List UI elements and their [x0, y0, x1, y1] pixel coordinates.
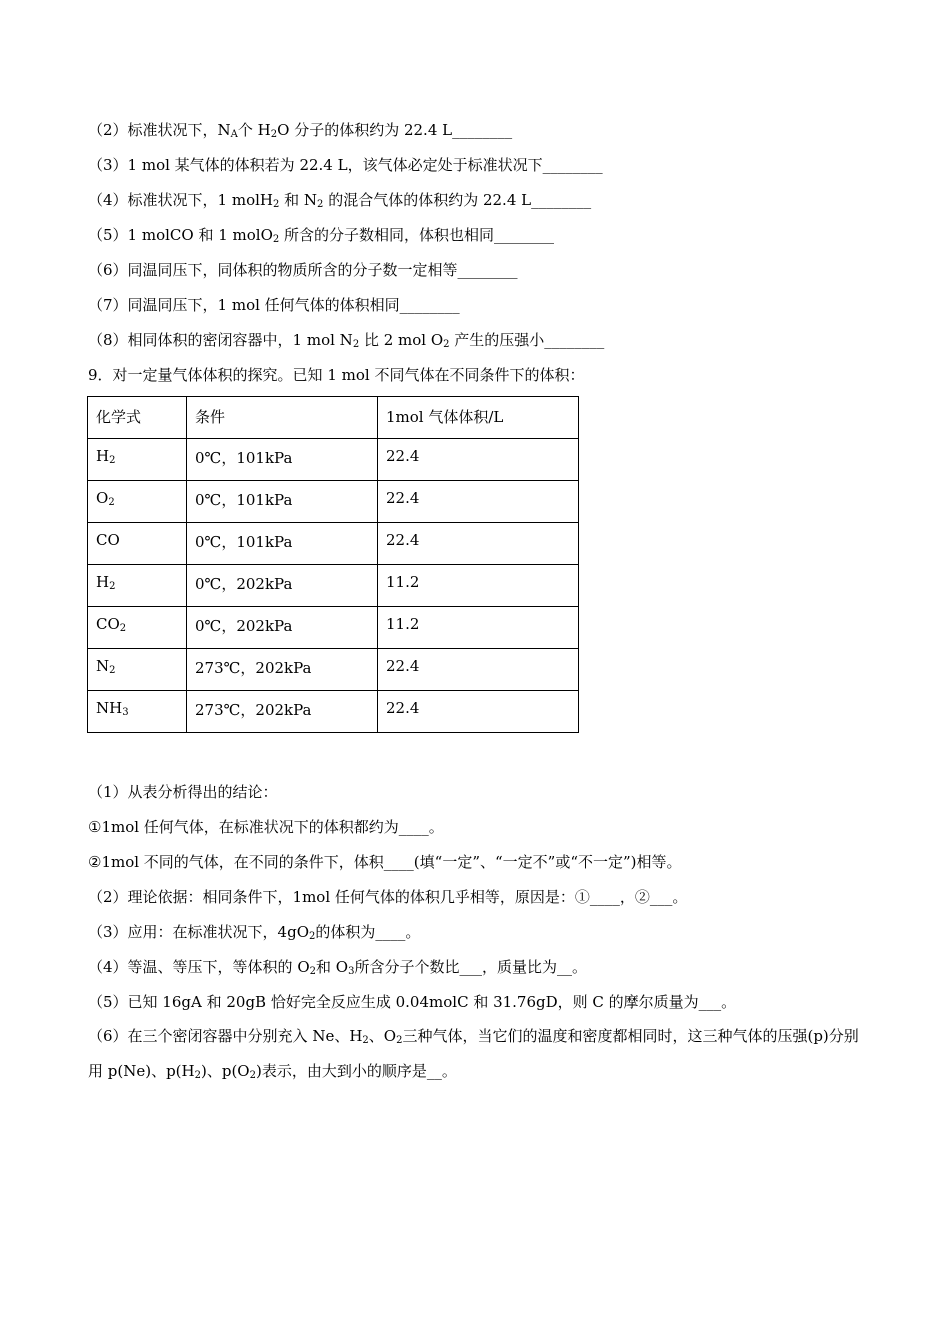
sub-question-5: （5）已知 16gA 和 20gB 恰好完全反应生成 0.04molC 和 31.76gD，则 C 的摩尔质量为___。 — [88, 993, 737, 1011]
formula-cell: $N_2$ — [88, 649, 187, 691]
formula-cell: $H_2$ — [88, 439, 187, 481]
volume-cell: 22.4 — [378, 439, 579, 481]
condition-cell: 0℃，101kPa — [187, 439, 378, 481]
formula-cell: $O_2$ — [88, 481, 187, 523]
table-row — [88, 481, 579, 523]
statement-8: （8）相同体积的密闭容器中，1 mol $N_2$ 比 2 mol $O_2$ 产生的压强小________ — [88, 331, 605, 350]
table-header-row — [88, 397, 579, 439]
condition-cell: 0℃，202kPa — [187, 565, 378, 607]
volume-cell: 22.4 — [378, 523, 579, 565]
table-header-formula: 化学式 — [88, 397, 187, 439]
sub-question-4: （4）等温、等压下，等体积的 $O_2$和 $O_3$所含分子个数比___，质量比为__。 — [88, 958, 587, 977]
volume-cell: 11.2 — [378, 565, 579, 607]
statement-6: （6）同温同压下，同体积的物质所含的分子数一定相等________ — [88, 261, 518, 279]
table-header-volume: 1mol 气体体积/L — [378, 397, 579, 439]
sub-question-2: （2）理论依据：相同条件下，1mol 任何气体的体积几乎相等，原因是：①____，②___。 — [88, 888, 688, 906]
formula-cell: $NH_3$ — [88, 691, 187, 733]
condition-cell: 0℃，101kPa — [187, 523, 378, 565]
condition-cell: 0℃，101kPa — [187, 481, 378, 523]
sub-question-1b: ②1mol 不同的气体，在不同的条件下，体积____(填“一定”、“一定不”或“不一定”)相等。 — [88, 853, 682, 871]
table-row — [88, 523, 579, 565]
volume-cell: 22.4 — [378, 649, 579, 691]
condition-cell: 0℃，202kPa — [187, 607, 378, 649]
formula-cell: CO — [88, 523, 187, 565]
gas-volume-table — [87, 396, 579, 733]
volume-cell: 22.4 — [378, 481, 579, 523]
table-row — [88, 565, 579, 607]
table-header-condition: 条件 — [187, 397, 378, 439]
statement-2: （2）标准状况下，$N_A$个 $H_2O$ 分子的体积约为 22.4 L________ — [88, 121, 513, 140]
sub-question-6: （6）在三个密闭容器中分别充入 Ne、$H_2$、$O_2$三种气体，当它们的温度和密度都相同时，这三种气体的压强(p)分别用 p(Ne)、$p(H_2)$、$p(O_2)$表示，由大到小的顺序是__。 — [88, 1027, 859, 1081]
statement-7: （7）同温同压下，1 mol 任何气体的体积相同________ — [88, 296, 460, 314]
statement-3: （3）1 mol 某气体的体积若为 22.4 L，该气体必定处于标准状况下________ — [88, 156, 603, 174]
sub-question-1a: ①1mol 任何气体，在标准状况下的体积都约为____。 — [88, 818, 444, 836]
statement-4: （4）标准状况下，1 molH$_2$ 和 $N_2$ 的混合气体的体积约为 22.4 L________ — [88, 191, 592, 210]
condition-cell: 273℃，202kPa — [187, 649, 378, 691]
sub-question-3: （3）应用：在标准状况下，$4gO_2$的体积为____。 — [88, 923, 421, 942]
question-9-intro: 9．对一定量气体体积的探究。已知 1 mol 不同气体在不同条件下的体积： — [88, 366, 585, 384]
table-row — [88, 439, 579, 481]
condition-cell: 273℃，202kPa — [187, 691, 378, 733]
sub-question-1: （1）从表分析得出的结论： — [88, 783, 278, 801]
volume-cell: 11.2 — [378, 607, 579, 649]
formula-cell: $H_2$ — [88, 565, 187, 607]
formula-cell: $CO_2$ — [88, 607, 187, 649]
table-row — [88, 607, 579, 649]
table-row — [88, 649, 579, 691]
statement-5: （5）1 molCO 和 1 molO$_2$ 所含的分子数相同，体积也相同________ — [88, 226, 555, 245]
volume-cell: 22.4 — [378, 691, 579, 733]
table-row — [88, 691, 579, 733]
